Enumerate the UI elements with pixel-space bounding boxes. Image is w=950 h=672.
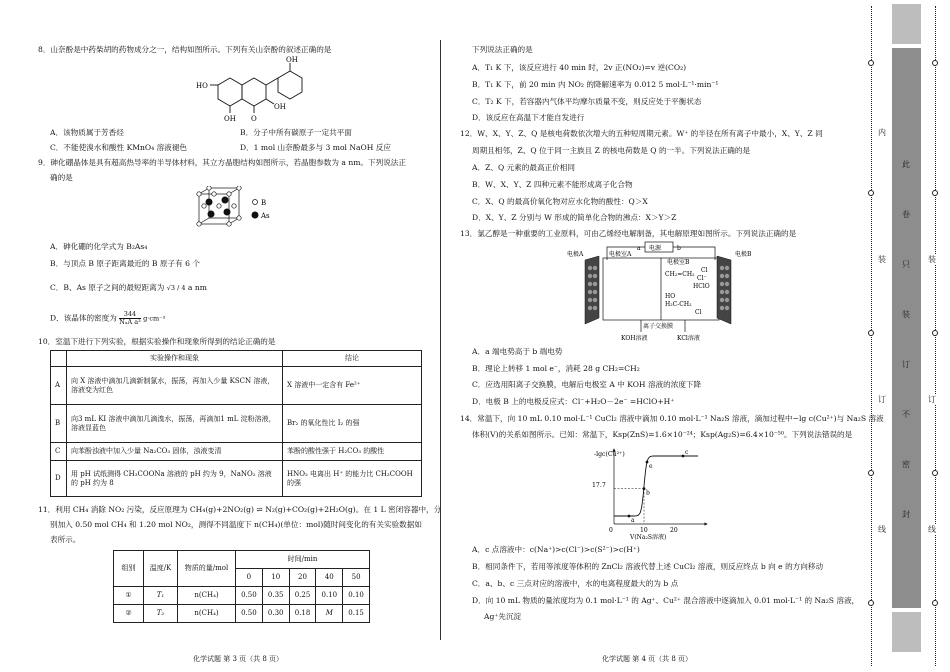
q11-option-d: D．该反应在高温下才能自发进行 — [472, 113, 585, 122]
crystal-cell-diagram — [193, 186, 303, 234]
binding-top-box — [892, 4, 921, 44]
chart-xlabel: V(Na₂S溶液) — [630, 534, 667, 540]
q10-stem: 10．室温下进行下列实验，根据实验操作和现象所得到的结论正确的是 — [38, 337, 276, 346]
binding-strip — [892, 48, 921, 608]
chart-point-c — [682, 455, 685, 458]
q11-r1-v0: 0.50 — [236, 587, 263, 605]
diagram-ho: HO — [665, 293, 676, 300]
q14-stem-line2: 体积(V)的关系如图所示。已知：常温下，Ksp(ZnS)=1.6×10⁻²⁴；Ksp(Ag₂S)=6.4×10⁻⁵⁰。下列说法错误的是 — [472, 430, 853, 439]
q8-label-oh-right: OH — [274, 103, 286, 111]
outer-mark-zhuang: 装 — [928, 255, 936, 264]
binding-hole — [868, 470, 874, 476]
q10-header-con: 结论 — [283, 351, 422, 367]
chart-point-a — [628, 515, 631, 518]
diagram-cl-2: Cl — [695, 309, 702, 316]
q11-time-50: 50 — [343, 569, 370, 587]
q11-h-sub: 物质的量/mol — [178, 551, 236, 587]
q11-r2-v4: 0.15 — [343, 605, 370, 623]
q13-option-b: B．理论上转移 1 mol e⁻，消耗 28 g CH₂=CH₂ — [472, 364, 640, 373]
q8-label-oh-bottom: OH — [224, 115, 236, 123]
q11-r1-v3: 0.10 — [316, 587, 343, 605]
seal-char-1: 此 — [902, 160, 910, 169]
q11-h-temp: 温度/K — [144, 551, 178, 587]
q8-label-o: O — [251, 115, 257, 123]
q11-stem-line2: 别加入 0.50 mol CH₄ 和 1.20 mol NO₂，测得不同温度下 n(CH₄)(单位：mol)随时间变化的有关实验数据如 — [50, 520, 422, 529]
binding-hole — [868, 600, 874, 606]
q11-r1-t: T₁ — [144, 587, 178, 605]
legend-b-label: B — [261, 199, 267, 207]
q12-option-a: A．Z、Q 元素的最高正价相同 — [472, 163, 575, 172]
diagram-hclo: HClO — [693, 283, 710, 290]
diagram-room-b: 电极室B — [667, 259, 690, 266]
chart-ylabel: -lgc(Cu²⁺) — [594, 451, 625, 458]
chart-xtick-20: 20 — [670, 527, 678, 534]
kaempferol-structure — [178, 55, 318, 123]
q11-stem-line3: 表所示。 — [50, 535, 81, 544]
q12-stem-line2: 周期且相邻，Z、Q 位于同一主族且 Z 的核电荷数是 Q 的一半。下列说法正确的是 — [472, 146, 751, 155]
inner-mark-xian: 线 — [878, 525, 886, 534]
q9-d-unit: g·cm⁻³ — [143, 314, 166, 323]
q14-option-c: C．a、b、c 三点对应的溶液中，水的电离程度最大的为 b 点 — [472, 579, 679, 588]
chart-xtick-0: 0 — [609, 527, 613, 534]
diagram-room-a: 电极室A — [609, 251, 632, 258]
q10-row-c-con: 苯酚的酸性强于 H₂CO₃ 的酸性 — [283, 443, 422, 461]
q14-stem-line1: 14．常温下，向 10 mL 0.10 mol·L⁻¹ CuCl₂ 溶液中滴加 0.10 mol·L⁻¹ Na₂S 溶液，滴加过程中−lg c(Cu²⁺)与 Na₂S 溶液 — [460, 414, 884, 423]
q11-r1-g: ① — [114, 587, 144, 605]
binding-dotted-line-outer — [935, 6, 936, 666]
inner-mark-ding: 订 — [878, 395, 886, 404]
seal-inner-label: 内 — [878, 128, 886, 137]
chart-curve — [614, 456, 698, 516]
diagram-ethylene: CH₂=CH₂ — [665, 271, 695, 278]
q13-option-d: D．电极 B 上的电极反应式：Cl⁻+H₂O－2e⁻ =HClO+H⁺ — [472, 397, 675, 406]
binding-hole-outer — [932, 190, 938, 196]
seal-char-2: 卷 — [902, 210, 910, 219]
q8-label-ho: HO — [196, 82, 208, 90]
seal-char-4: 装 — [902, 310, 910, 319]
electrolysis-diagram — [567, 240, 767, 342]
q11-r1-v2: 0.25 — [289, 587, 316, 605]
q10-row-d-key: D — [51, 461, 67, 497]
q12-option-b: B．W、X、Y、Z 四种元素不能形成离子化合物 — [472, 180, 633, 189]
q11-time-20: 20 — [289, 569, 316, 587]
q9-option-a: A．砷化硼的化学式为 B₂As₄ — [50, 242, 148, 251]
q10-experiment-table — [50, 350, 422, 497]
q12-option-d: D．X、Y、Z 分别与 W 形成的简单化合物的沸点：X＞Y＞Z — [472, 213, 677, 222]
q10-row-d-con: HNO₂ 电离出 H⁺ 的能力比 CH₃COOH 的强 — [283, 461, 422, 497]
footer-page-4: 化学试题 第 4 页（共 8 页） — [602, 655, 693, 663]
binding-hole — [868, 330, 874, 336]
chart-xtick-10: 10 — [640, 527, 648, 534]
seal-char-6: 不 — [902, 410, 910, 419]
q10-row-a-con: X 溶液中一定含有 Fe²⁺ — [283, 367, 422, 405]
q8-label-oh-top: OH — [286, 56, 298, 64]
q9-stem-line2: 确的是 — [50, 173, 73, 182]
q14-option-d-cont: Ag⁺先沉淀 — [484, 612, 522, 621]
binding-hole-outer — [932, 60, 938, 66]
q9-d-numerator: 344 — [119, 311, 140, 319]
diagram-electrode-b: 电极B — [735, 251, 752, 258]
q10-row-a-key: A — [51, 367, 67, 405]
q9-d-denominator: NₐA a³ — [119, 318, 141, 327]
q14-option-d: D．向 10 mL 物质的量浓度均为 0.1 mol·L⁻¹ 的 Ag⁺、Cu²⁺ 混合溶液中逐滴加入 0.01 mol·L⁻¹ 的 Na₂S 溶液， — [472, 596, 860, 605]
q11-option-a: A．T₁ K 下，该反应进行 40 min 时，2v 正(NO₂)=v 逆(CO₂) — [472, 63, 687, 72]
q9-c-fraction: √3 / 4 — [166, 283, 186, 292]
q11-r2-v0: 0.50 — [236, 605, 263, 623]
q14-option-b: B．相同条件下，若用等浓度等体积的 ZnCl₂ 溶液代替上述 CuCl₂ 溶液，则反应终点 b 向 e 的方向移动 — [472, 562, 824, 571]
q11-option-b: B．T₁ K 下，前 20 min 内 NO₂ 的降解速率为 0.012 5 mol·L⁻¹·min⁻¹ — [472, 80, 719, 89]
q13-option-c: C．应选用阳离子交换膜，电解后电极室 A 中 KOH 溶液的浓度下降 — [472, 380, 702, 389]
q8-stem: 8．山奈酚是中药柴胡的药物成分之一，结构如图所示。下列有关山奈酚的叙述正确的是 — [38, 45, 332, 54]
q14-option-a: A．c 点溶液中：c(Na⁺)>c(Cl⁻)>c(S²⁻)>c(H⁺) — [472, 545, 640, 554]
q11-r2-v1: 0.30 — [262, 605, 289, 623]
footer-page-3: 化学试题 第 3 页（共 8 页） — [193, 655, 284, 663]
seal-char-5: 订 — [902, 360, 910, 369]
diagram-a: a — [637, 245, 641, 252]
diagram-koh: KOH溶液 — [621, 335, 648, 342]
binding-hole — [868, 190, 874, 196]
q10-row-c-key: C — [51, 443, 67, 461]
q8-option-a: A．该物质属于芳香烃 — [50, 128, 124, 137]
q12-option-c: C．X、Q 的最高价氧化物对应水化物的酸性：Q＞X — [472, 197, 648, 206]
seal-char-7: 密 — [902, 460, 910, 469]
diagram-membrane: 离子交换膜 — [643, 323, 674, 330]
q9-option-b: B．与顶点 B 原子距离最近的 B 原子有 6 个 — [50, 259, 200, 268]
column-divider — [440, 40, 441, 640]
outer-mark-xian: 线 — [928, 525, 936, 534]
q11-time-40: 40 — [316, 569, 343, 587]
diagram-cl: Cl — [701, 267, 708, 274]
q11-r2-g: ② — [114, 605, 144, 623]
chart-ytick-17.7: 17.7 — [592, 482, 606, 489]
seal-char-3: 只 — [902, 260, 910, 269]
legend-b-marker — [253, 200, 258, 205]
q11-data-table — [113, 550, 370, 623]
q11-h-group: 组别 — [114, 551, 144, 587]
legend-as-label: As — [261, 212, 270, 220]
diagram-b: b — [677, 245, 681, 252]
chart-label-c: c — [685, 449, 689, 456]
diagram-electrode-a: 电极A — [567, 251, 584, 258]
q10-row-d-op: 用 pH 试纸测得 CH₃COONa 溶液的 pH 约为 9，NaNO₂ 溶液的 pH 约为 8 — [67, 461, 283, 497]
q8-option-c: C．不能使溴水和酸性 KMnO₄ 溶液褪色 — [50, 143, 187, 152]
binding-dotted-line-inner — [871, 6, 872, 666]
q8-option-d: D．1 mol 山奈酚最多与 3 mol NaOH 反应 — [240, 143, 391, 152]
binding-hole-outer — [932, 330, 938, 336]
titration-chart — [592, 444, 712, 540]
q11-r2-v2: 0.18 — [289, 605, 316, 623]
q11-stem-line1: 11．利用 CH₄ 消除 NO₂ 污染，反应原理为 CH₄(g)+2NO₂(g) ⇌ N₂(g)+CO₂(g)+2H₂O(g)。在 1 L 密闭容器中，分 — [38, 505, 442, 514]
q13-stem: 13．氯乙醇是一种重要的工业原料，可由乙烯经电解制备，其电解原理如图所示。下列说法正确的是 — [460, 229, 797, 238]
diagram-h2c-ch2: H₂C-CH₂ — [665, 301, 692, 308]
q13-option-a: A．a 端电势高于 b 端电势 — [472, 347, 563, 356]
outer-mark-ding: 订 — [928, 395, 936, 404]
legend-as-marker — [252, 212, 259, 219]
diagram-power: 电源 — [649, 245, 662, 252]
q11-time-10: 10 — [262, 569, 289, 587]
chart-label-e: e — [649, 462, 653, 470]
q10-row-b-key: B — [51, 405, 67, 443]
binding-hole-outer — [932, 470, 938, 476]
seal-char-8: 封 — [902, 510, 910, 519]
q12-stem-line1: 12．W、X、Y、Z、Q 是核电荷数依次增大的五种短周期元素。W⁺ 的半径在所有离子中最小，X、Y、Z 同 — [460, 129, 823, 138]
q11-time-0: 0 — [236, 569, 263, 587]
diagram-kcl: KCl溶液 — [677, 335, 700, 342]
q11-h-time: 时间/min — [236, 551, 370, 569]
q9-option-d: D．该晶体的密度为 344 NₐA a³ g·cm⁻³ — [50, 310, 166, 327]
binding-bottom-box — [892, 612, 921, 652]
q8-option-b: B．分子中所有碳原子一定共平面 — [240, 128, 352, 137]
q10-header-op: 实验操作和现象 — [67, 351, 283, 367]
chart-point-e — [646, 461, 649, 464]
q10-row-b-op: 向3 mL KI 溶液中滴加几滴溴水，振荡，再滴加1 mL 淀粉溶液，溶液显蓝色 — [67, 405, 283, 443]
chart-label-b: b — [646, 489, 650, 497]
q11-r2-s: n(CH₄) — [178, 605, 236, 623]
q11-r1-v1: 0.35 — [262, 587, 289, 605]
inner-mark-zhuang: 装 — [878, 255, 886, 264]
q11-r1-v4: 0.10 — [343, 587, 370, 605]
q11-continuation: 下列说法正确的是 — [472, 45, 533, 54]
diagram-cl-ion: Cl⁻ — [697, 275, 707, 282]
q9-option-c: C．B、As 原子之间的最短距离为 √3 / 4 a nm — [50, 283, 207, 292]
q10-row-c-op: 向苯酚浊液中加入少量 Na₂CO₃ 固体，浊液变清 — [67, 443, 283, 461]
q11-option-c: C．T₂ K 下，若容器内气体平均摩尔质量不变，则反应处于平衡状态 — [472, 97, 702, 106]
binding-hole-outer — [932, 600, 938, 606]
chart-point-b — [643, 487, 646, 490]
q10-row-b-con: Br₂ 的氧化性比 I₂ 的强 — [283, 405, 422, 443]
q11-r1-s: n(CH₄) — [178, 587, 236, 605]
binding-hole — [868, 60, 874, 66]
q11-r2-v3: M — [316, 605, 343, 623]
q9-stem-line1: 9．砷化硼晶体是具有超高热导率的半导体材料，其立方晶胞结构如图所示，若晶胞参数为 a nm。下列说法正 — [38, 158, 406, 167]
q11-r2-t: T₂ — [144, 605, 178, 623]
chart-label-a: a — [631, 516, 635, 524]
q10-row-a-op: 向 X 溶液中滴加几滴新制氯水，振荡，再加入少量 KSCN 溶液，溶液变为红色 — [67, 367, 283, 405]
